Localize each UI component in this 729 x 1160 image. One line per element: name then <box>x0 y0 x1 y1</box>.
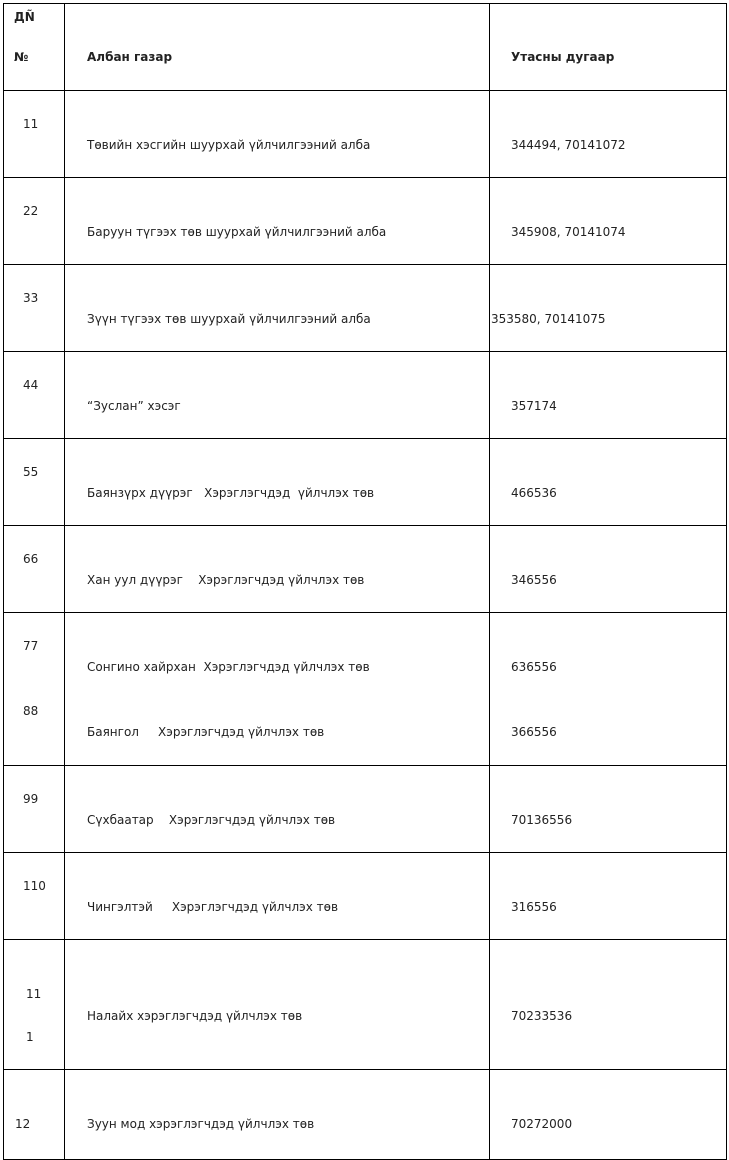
table-row <box>4 91 727 178</box>
row-number-second: 1 <box>26 1030 34 1044</box>
row-number: 55 <box>23 465 39 479</box>
phone-number-second: 366556 <box>511 725 557 739</box>
table-row <box>4 613 727 766</box>
phone-number: 345908, 70141074 <box>511 225 626 239</box>
row-number: 33 <box>23 291 39 305</box>
row-number: 22 <box>23 204 39 218</box>
office-name: Хан уул дүүрэг Хэрэглэгчдэд үйлчлэх төв <box>87 573 365 587</box>
header-row <box>4 4 727 91</box>
table-row <box>4 766 727 853</box>
phone-number: 344494, 70141072 <box>511 138 626 152</box>
phone-number: 346556 <box>511 573 557 587</box>
table-row <box>4 853 727 940</box>
table-row <box>4 178 727 265</box>
row-number: 12 <box>15 1117 31 1131</box>
header-phone: Утасны дугаар <box>511 50 615 64</box>
row-number: 11 <box>26 987 42 1001</box>
table-row <box>4 526 727 613</box>
header-office: Албан газар <box>87 50 173 64</box>
row-number: 66 <box>23 552 39 566</box>
row-number: 44 <box>23 378 39 392</box>
phone-number: 357174 <box>511 399 557 413</box>
phone-number: 70233536 <box>511 1009 573 1023</box>
phone-number: 466536 <box>511 486 557 500</box>
office-name: Зүүн түгээх төв шуурхай үйлчилгээний алба <box>87 312 371 326</box>
row-number-second: 88 <box>23 704 39 718</box>
table-row <box>4 940 727 1070</box>
phone-number: 636556 <box>511 660 557 674</box>
row-number: 99 <box>23 792 39 806</box>
office-name: Баянзүрх дүүрэг Хэрэглэгчдэд үйлчлэх төв <box>87 486 375 500</box>
contacts-table <box>3 3 727 1160</box>
header-no-top: ДÑ <box>14 10 35 24</box>
office-name: Төвийн хэсгийн шуурхай үйлчилгээний алба <box>87 138 371 152</box>
office-name: Баруун түгээх төв шуурхай үйлчилгээний алба <box>87 225 387 239</box>
phone-number: 353580, 70141075 <box>491 312 606 326</box>
row-number: 77 <box>23 639 39 653</box>
table-row <box>4 265 727 352</box>
header-no-bottom: № <box>14 50 29 64</box>
row-number: 110 <box>23 879 46 893</box>
office-name-second: Баянгол Хэрэглэгчдэд үйлчлэх төв <box>87 725 325 739</box>
phone-number: 316556 <box>511 900 557 914</box>
office-name: Сонгино хайрхан Хэрэглэгчдэд үйлчлэх төв <box>87 660 370 674</box>
table-row <box>4 1070 727 1160</box>
row-number: 11 <box>23 117 39 131</box>
office-name: Налайх хэрэглэгчдэд үйлчлэх төв <box>87 1009 303 1023</box>
table-row <box>4 439 727 526</box>
table-row <box>4 352 727 439</box>
phone-number: 70136556 <box>511 813 573 827</box>
header-phone-cell <box>490 4 727 91</box>
header-no-cell <box>4 4 65 91</box>
header-office-cell <box>65 4 490 91</box>
phone-number: 70272000 <box>511 1117 573 1131</box>
office-name: Сүхбаатар Хэрэглэгчдэд үйлчлэх төв <box>87 813 336 827</box>
office-name: Чингэлтэй Хэрэглэгчдэд үйлчлэх төв <box>87 900 339 914</box>
office-name: Зуун мод хэрэглэгчдэд үйлчлэх төв <box>87 1117 315 1131</box>
office-name: “Зуслан” хэсэг <box>87 399 181 413</box>
